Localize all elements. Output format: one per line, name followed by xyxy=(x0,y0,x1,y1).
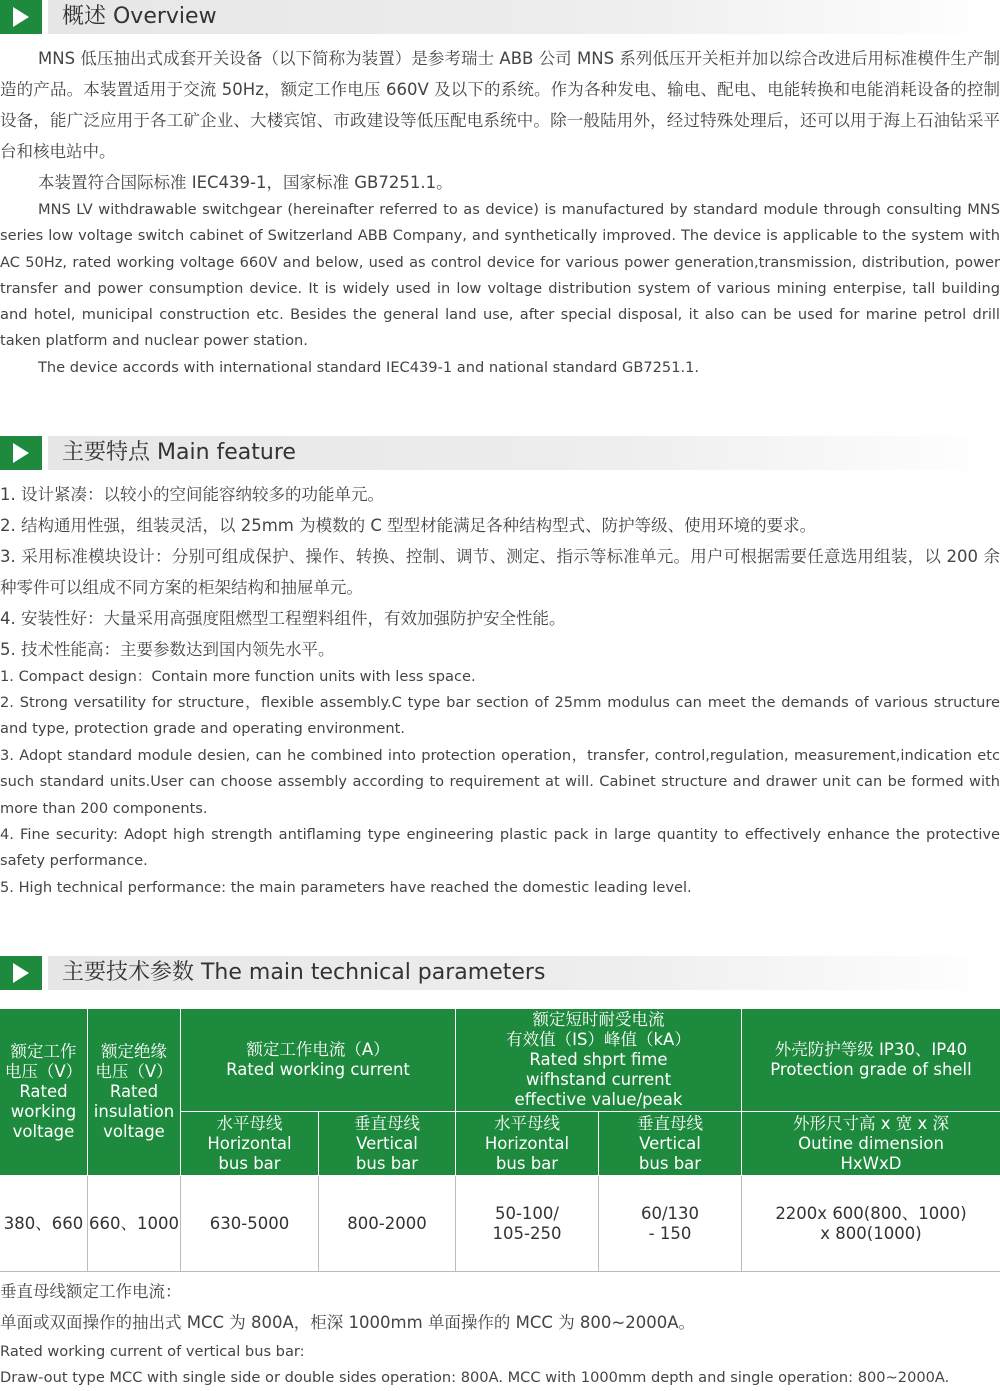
feature-en-item-5: 5. High technical performance: the main parameters have reached the domestic leading level. xyxy=(0,879,692,896)
section-marker xyxy=(0,956,42,990)
cell-rated-voltage: 380、660 xyxy=(0,1176,88,1272)
cell-horizontal-short: 50-100/ 105-250 xyxy=(456,1176,599,1272)
feature-en-item-2: 2. Strong versatility for structure，flexible assembly.C type bar section of 25mm modulus can meet the demands of various structure and type, protection grade and operating environment. xyxy=(0,694,1000,738)
overview-cn-standard: 本装置符合国际标准 IEC439-1，国家标准 GB7251.1。 xyxy=(38,173,453,192)
cell-vertical-short: 60/130 - 150 xyxy=(599,1176,742,1272)
feature-cn-item-2: 2. 结构通用性强，组装灵活，以 25mm 为模数的 C 型型材能满足各种结构型式、防护等级、使用环境的要求。 xyxy=(0,516,817,535)
header-insulation-voltage: 额定绝缘 电压（V） Rated insulation voltage xyxy=(88,1009,181,1176)
feature-en-item-1: 1. Compact design：Contain more function units with less space. xyxy=(0,668,476,685)
note-en-title: Rated working current of vertical bus bar: xyxy=(0,1343,305,1360)
header-rated-voltage: 额定工作 电压（V） Rated working voltage xyxy=(0,1009,88,1176)
header-vertical-bus-short: 垂直母线 Vertical bus bar xyxy=(599,1112,742,1176)
feature-cn-item-4: 4. 安装性好：大量采用高强度阻燃型工程塑料组件，有效加强防护安全性能。 xyxy=(0,609,566,628)
parameters-table xyxy=(0,1009,1000,1272)
cell-dimension: 2200x 600(800、1000) x 800(1000) xyxy=(742,1176,1000,1272)
section-title: 主要技术参数 The main technical parameters xyxy=(62,960,546,985)
overview-en-paragraph: MNS LV withdrawable switchgear (hereinafter referred to as device) is manufactured by standard module through consulting MNS series low voltage switch cabinet of Switzerland ABB Company, and synthetically improved. The device is applicable to the system with AC 50Hz, rated working voltage 660V and below, used as control device for various power generation,transmission, distribution, power transfer and power consumption device. It is widely used in low voltage distribution system of various mining enterpise, tall building and hotel, municipal construction etc. Besides the general land use, after special disposal, it also can be used for marine petrol drill taken platform and nuclear power station. xyxy=(0,201,1000,350)
section-title: 概述 Overview xyxy=(62,4,217,29)
header-protection-grade: 外壳防护等级 IP30、IP40 Protection grade of shell xyxy=(742,1009,1000,1112)
header-horizontal-bus-short: 水平母线 Horizontal bus bar xyxy=(456,1112,599,1176)
section-title: 主要特点 Main feature xyxy=(62,440,296,465)
cell-vertical-current: 800-2000 xyxy=(319,1176,456,1272)
cell-horizontal-current: 630-5000 xyxy=(181,1176,319,1272)
section-header-parameters xyxy=(0,956,1000,990)
feature-cn-item-5: 5. 技术性能高：主要参数达到国内领先水平。 xyxy=(0,640,335,659)
note-cn-text: 单面或双面操作的抽出式 MCC 为 800A，柜深 1000mm 单面操作的 MCC 为 800~2000A。 xyxy=(0,1313,696,1332)
feature-en-item-3: 3. Adopt standard module desien, can he combined into protection operation，transfer, control,regulation, measurement,indication etc such standard units.User can choose assembly according to requirement at will. Cabinet structure and drawer unit can be formed with more than 200 components. xyxy=(0,747,1000,817)
note-cn-title: 垂直母线额定工作电流： xyxy=(0,1282,182,1301)
header-working-current: 额定工作电流（A） Rated working current xyxy=(181,1009,456,1112)
section-header-overview xyxy=(0,0,1000,34)
feature-cn-item-1: 1. 设计紧凑：以较小的空间能容纳较多的功能单元。 xyxy=(0,485,384,504)
section-header-features xyxy=(0,436,1000,470)
feature-cn-item-3: 3. 采用标准模块设计：分别可组成保护、操作、转换、控制、调节、测定、指示等标准单元。用户可根据需要任意选用组装，以 200 余种零件可以组成不同方案的柜架结构和抽屉单元。 xyxy=(0,547,1000,597)
section-marker xyxy=(0,436,42,470)
header-outline-dimension: 外形尺寸高 x 宽 x 深 Outine dimension HxWxD xyxy=(742,1112,1000,1176)
play-triangle-icon xyxy=(12,7,30,27)
section-marker xyxy=(0,0,42,34)
feature-en-item-4: 4. Fine security: Adopt high strength antiflaming type engineering plastic pack in large quantity to effectively enhance the protective safety performance. xyxy=(0,826,1000,870)
play-triangle-icon xyxy=(12,963,30,983)
overview-cn-paragraph: MNS 低压抽出式成套开关设备（以下简称为装置）是参考瑞士 ABB 公司 MNS 系列低压开关柜并加以综合改进后用标准模件生产制造的产品。本装置适用于交流 50Hz，额定工作电压 660V 及以下的系统。作为各种发电、输电、配电、电能转换和电能消耗设备的控制设备，能广泛应用于各工矿企业、大楼宾馆、市政建设等低压配电系统中。除一般陆用外，经过特殊处理后，还可以用于海上石油钻采平台和核电站中。 xyxy=(0,49,1000,161)
note-en-text: Draw-out type MCC with single side or double sides operation: 800A. MCC with 1000mm depth and single operation: 800~2000A. xyxy=(0,1369,950,1386)
overview-en-standard: The device accords with international standard IEC439-1 and national standard GB7251.1. xyxy=(38,359,700,376)
header-vertical-bus-current: 垂直母线 Vertical bus bar xyxy=(319,1112,456,1176)
header-short-time-current: 额定短时耐受电流 有效值（IS）峰值（kA） Rated shprt fime wifhstand current effective value/peak xyxy=(456,1009,742,1112)
play-triangle-icon xyxy=(12,443,30,463)
cell-insulation-voltage: 660、1000 xyxy=(88,1176,181,1272)
header-horizontal-bus-current: 水平母线 Horizontal bus bar xyxy=(181,1112,319,1176)
